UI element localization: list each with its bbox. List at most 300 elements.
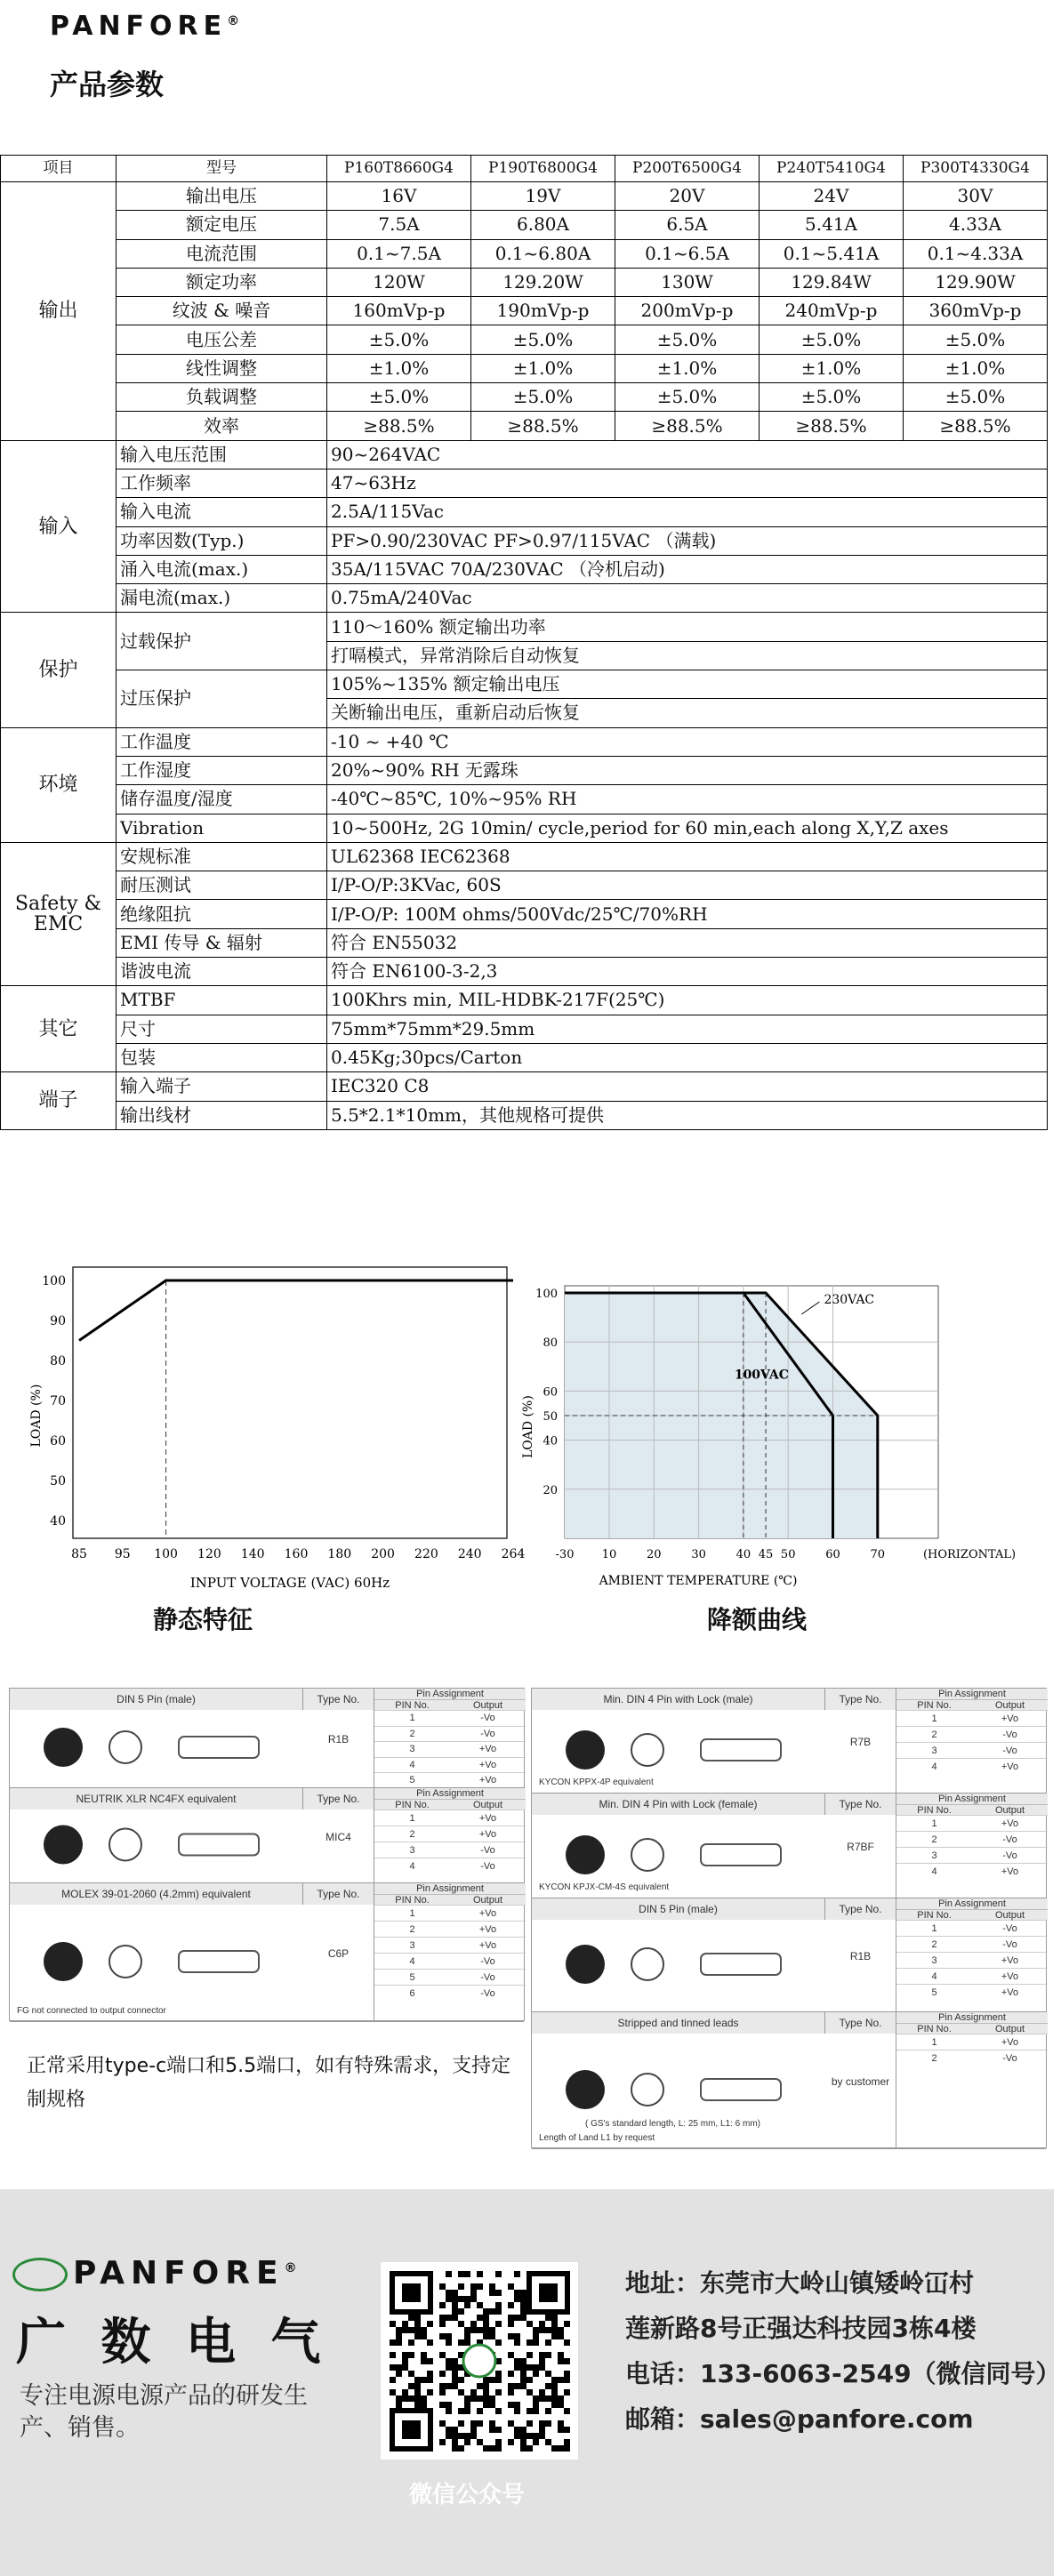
pin-cell: -Vo bbox=[480, 1972, 495, 1983]
pin-row bbox=[896, 1710, 1048, 1726]
pin-cell: 1 bbox=[931, 1818, 937, 1829]
qr-cell bbox=[533, 2364, 539, 2371]
qr-cell bbox=[408, 2352, 414, 2358]
pin-row bbox=[896, 1815, 1048, 1831]
pin-cell: 1 bbox=[409, 1813, 415, 1824]
qr-cell bbox=[545, 2371, 551, 2377]
qr-cell bbox=[439, 2402, 446, 2408]
qr-cell bbox=[458, 2445, 464, 2452]
pin-assignment-header: Pin Assignment bbox=[896, 1794, 1048, 1804]
connector-plug-icon bbox=[28, 1919, 285, 2004]
type-no-header: Type No. bbox=[825, 1898, 896, 1920]
pin-cell: +Vo bbox=[478, 1908, 497, 1919]
value-cell: -10 ~ +40 ℃ bbox=[327, 727, 1048, 756]
qr-cell bbox=[539, 2420, 545, 2427]
chart1-caption: 静态特征 bbox=[153, 1605, 253, 1634]
value-cell: ±5.0% bbox=[471, 383, 615, 412]
qr-cell bbox=[514, 2433, 520, 2439]
qr-cell bbox=[508, 2333, 514, 2339]
qr-cell bbox=[439, 2283, 446, 2290]
chart1-frame bbox=[73, 1267, 507, 1538]
qr-cell bbox=[533, 2333, 539, 2339]
qr-cell bbox=[526, 2433, 533, 2439]
pin-cell: 4 bbox=[931, 1866, 937, 1877]
qr-cell bbox=[483, 2333, 489, 2339]
value-cell: 130W bbox=[615, 268, 760, 296]
qr-cell bbox=[427, 2371, 433, 2377]
qr-cell bbox=[533, 2439, 539, 2445]
qr-cell bbox=[408, 2395, 414, 2402]
y-tick-label: 60 bbox=[50, 1434, 66, 1448]
qr-cell bbox=[539, 2327, 545, 2333]
qr-cell bbox=[514, 2364, 520, 2371]
pin-cell: 1 bbox=[931, 1923, 937, 1934]
qr-cell bbox=[458, 2321, 464, 2327]
pin-row bbox=[374, 1741, 526, 1757]
pin-row bbox=[374, 1858, 526, 1874]
qr-cell bbox=[551, 2327, 558, 2333]
qr-cell bbox=[470, 2327, 477, 2333]
qr-cell bbox=[551, 2315, 558, 2321]
pin-cell: 3 bbox=[409, 1845, 415, 1856]
qr-cell bbox=[514, 2339, 520, 2346]
pin-cell: 3 bbox=[931, 1850, 937, 1861]
header-cell: 项目 bbox=[1, 156, 117, 182]
y-tick-label: 80 bbox=[50, 1354, 66, 1368]
pin-cell: +Vo bbox=[1001, 1866, 1019, 1877]
leader bbox=[801, 1302, 819, 1314]
pin-row bbox=[896, 1984, 1048, 2000]
qr-cell bbox=[446, 2358, 452, 2364]
qr-cell bbox=[564, 2439, 570, 2445]
pin-col-header: Output bbox=[994, 2024, 1025, 2034]
qr-cell bbox=[520, 2383, 526, 2389]
connector-table-right bbox=[531, 1688, 1047, 2148]
pin-cell: -Vo bbox=[1002, 1923, 1017, 1934]
pin-cell: 2 bbox=[409, 1924, 415, 1935]
type-no-header: Type No. bbox=[825, 1689, 896, 1710]
qr-cell bbox=[452, 2296, 458, 2302]
x-tick-label: 50 bbox=[780, 1548, 796, 1561]
value-cell: 10~500Hz, 2G 10min/ cycle,period for 60 min,each along X,Y,Z axes bbox=[327, 814, 1048, 842]
table-header-row bbox=[1, 156, 1048, 182]
qr-cell bbox=[514, 2427, 520, 2433]
qr-cell bbox=[495, 2439, 502, 2445]
pin-cell: +Vo bbox=[1001, 1955, 1019, 1966]
qr-cell bbox=[390, 2377, 396, 2383]
pin-cell: +Vo bbox=[1001, 1818, 1019, 1829]
row-label: 线性调整 bbox=[117, 354, 327, 382]
qr-cell bbox=[470, 2290, 477, 2296]
pin-row bbox=[896, 2034, 1048, 2050]
row-label: 额定电压 bbox=[117, 211, 327, 239]
qr-cell bbox=[477, 2283, 483, 2290]
pin-cell: 4 bbox=[931, 1971, 937, 1982]
qr-cell bbox=[539, 2321, 545, 2327]
x-tick-label: 60 bbox=[825, 1548, 840, 1561]
pin-row bbox=[896, 1742, 1048, 1758]
pin-cell: 5 bbox=[409, 1775, 415, 1786]
qr-cell bbox=[458, 2283, 464, 2290]
qr-cell bbox=[439, 2389, 446, 2395]
qr-cell bbox=[452, 2308, 458, 2315]
qr-cell bbox=[464, 2439, 470, 2445]
value-cell: 120W bbox=[327, 268, 471, 296]
qr-cell bbox=[564, 2445, 570, 2452]
qr-cell bbox=[458, 2339, 464, 2346]
qr-cell bbox=[439, 2302, 446, 2308]
series-label: 100VAC bbox=[734, 1368, 789, 1383]
table-row bbox=[1, 1043, 1048, 1071]
static-chart bbox=[18, 1245, 526, 1601]
row-label: 输出电压 bbox=[117, 182, 327, 211]
value-cell: ±5.0% bbox=[760, 383, 904, 412]
qr-cell bbox=[458, 2408, 464, 2414]
qr-cell bbox=[483, 2383, 489, 2389]
qr-cell bbox=[414, 2327, 421, 2333]
value-cell: ±5.0% bbox=[327, 325, 471, 354]
qr-cell bbox=[520, 2439, 526, 2445]
qr-cell bbox=[545, 2420, 551, 2427]
qr-cell bbox=[396, 2402, 402, 2408]
connector-note: FG not connected to output connector bbox=[17, 2006, 166, 2016]
qr-cell bbox=[427, 2339, 433, 2346]
pin-cell: +Vo bbox=[1001, 1987, 1019, 1998]
pin-cell: -Vo bbox=[1002, 1745, 1017, 1756]
qr-cell bbox=[514, 2333, 520, 2339]
table-row bbox=[1, 469, 1048, 497]
value-cell: 符合 EN6100-3-2,3 bbox=[327, 958, 1048, 986]
qr-cell bbox=[477, 2271, 483, 2277]
pin-cell: 3 bbox=[931, 1955, 937, 1966]
value-cell: 4.33A bbox=[904, 211, 1048, 239]
qr-cell bbox=[533, 2408, 539, 2414]
qr-cell bbox=[390, 2339, 396, 2346]
qr-cell bbox=[414, 2321, 421, 2327]
qr-cell bbox=[414, 2395, 421, 2402]
connector-block bbox=[532, 1794, 1046, 1898]
qr-code-icon bbox=[381, 2262, 578, 2460]
y-tick-label: 90 bbox=[50, 1314, 66, 1328]
value-cell: 16V bbox=[327, 182, 471, 211]
qr-cell bbox=[477, 2439, 483, 2445]
qr-cell bbox=[483, 2377, 489, 2383]
y-tick-label: 20 bbox=[543, 1483, 558, 1497]
qr-cell bbox=[439, 2420, 446, 2427]
qr-cell bbox=[489, 2402, 495, 2408]
x-axis-label: INPUT VOLTAGE (VAC) 60Hz bbox=[189, 1575, 390, 1591]
x-tick-label: 10 bbox=[601, 1548, 617, 1561]
pin-col-header: Output bbox=[994, 1910, 1025, 1921]
group-label: 输入 bbox=[1, 440, 117, 613]
qr-cell bbox=[390, 2364, 396, 2371]
pin-cell: -Vo bbox=[480, 1713, 495, 1723]
custom-note: 正常采用type-c端口和5.5端口，如有特殊需求，支持定制规格 bbox=[27, 2055, 511, 2111]
connector-title: MOLEX 39-01-2060 (4.2mm) equivalent bbox=[10, 1883, 303, 1905]
qr-cell bbox=[446, 2364, 452, 2371]
qr-cell bbox=[526, 2420, 533, 2427]
qr-cell bbox=[402, 2321, 408, 2327]
value-cell: ±1.0% bbox=[615, 354, 760, 382]
pin-cell: 3 bbox=[409, 1940, 415, 1951]
pin-cell: +Vo bbox=[1001, 2037, 1019, 2048]
x-tick-label: 70 bbox=[870, 1548, 886, 1561]
qr-cell bbox=[452, 2364, 458, 2371]
value-cell: 0.1~6.80A bbox=[471, 239, 615, 268]
qr-cell bbox=[514, 2408, 520, 2414]
value-cell: 符合 EN55032 bbox=[327, 928, 1048, 957]
pin-cell: 1 bbox=[409, 1908, 415, 1919]
pin-cell: +Vo bbox=[478, 1775, 497, 1786]
type-no-value: R1B bbox=[849, 1950, 872, 1962]
table-row bbox=[1, 842, 1048, 871]
qr-cell bbox=[508, 2283, 514, 2290]
row-label: 包装 bbox=[117, 1043, 327, 1071]
qr-cell bbox=[483, 2321, 489, 2327]
table-row bbox=[1, 498, 1048, 526]
connector-block bbox=[532, 2012, 1046, 2149]
qr-cell bbox=[396, 2371, 402, 2377]
pin-col-header: Output bbox=[472, 1800, 503, 1810]
table-row bbox=[1, 958, 1048, 986]
pin-cell: -Vo bbox=[480, 1728, 495, 1739]
pin-row bbox=[374, 1810, 526, 1826]
pin-cell: 2 bbox=[409, 1728, 415, 1739]
pin-row bbox=[896, 1726, 1048, 1742]
qr-cell bbox=[564, 2427, 570, 2433]
qr-cell bbox=[414, 2333, 421, 2339]
row-label: 负载调整 bbox=[117, 383, 327, 412]
qr-cell bbox=[564, 2389, 570, 2395]
x-tick-label: 240 bbox=[457, 1547, 482, 1561]
pin-col-header: Output bbox=[994, 1700, 1025, 1711]
qr-cell bbox=[551, 2402, 558, 2408]
qr-cell bbox=[489, 2308, 495, 2315]
qr-cell bbox=[427, 2358, 433, 2364]
value-cell: 160mVp-p bbox=[327, 297, 471, 325]
pin-row bbox=[374, 1937, 526, 1953]
value-cell: ±5.0% bbox=[615, 325, 760, 354]
qr-cell bbox=[396, 2327, 402, 2333]
qr-cell bbox=[520, 2290, 526, 2296]
connector-plug-icon bbox=[28, 1724, 285, 1770]
table-row bbox=[1, 928, 1048, 957]
qr-cell bbox=[539, 2364, 545, 2371]
connector-block bbox=[532, 1898, 1046, 2012]
qr-cell bbox=[489, 2445, 495, 2452]
table-row bbox=[1, 1015, 1048, 1043]
value-cell: ±5.0% bbox=[904, 383, 1048, 412]
qr-cell bbox=[514, 2296, 520, 2302]
qr-cell bbox=[495, 2371, 502, 2377]
qr-cell bbox=[458, 2377, 464, 2383]
pin-cell: 5 bbox=[409, 1972, 415, 1983]
pin-row bbox=[896, 1968, 1048, 1984]
pin-cell: 3 bbox=[931, 1745, 937, 1756]
pin-row bbox=[374, 1826, 526, 1842]
pin-cell: +Vo bbox=[478, 1924, 497, 1935]
qr-cell bbox=[489, 2290, 495, 2296]
qr-cell bbox=[470, 2427, 477, 2433]
table-row bbox=[1, 1072, 1048, 1101]
y-tick-label: 50 bbox=[50, 1474, 66, 1489]
row-label: 漏电流(max.) bbox=[117, 584, 327, 613]
pin-cell: -Vo bbox=[1002, 1850, 1017, 1861]
group-label: 其它 bbox=[1, 986, 117, 1072]
qr-cell bbox=[508, 2321, 514, 2327]
qr-cell bbox=[439, 2383, 446, 2389]
qr-cell bbox=[545, 2408, 551, 2414]
pin-row bbox=[896, 1952, 1048, 1968]
qr-cell bbox=[464, 2333, 470, 2339]
value-cell: 47~63Hz bbox=[327, 469, 1048, 497]
footer-phone: 电话：133-6063-2549（微信同号） bbox=[625, 2359, 1061, 2388]
table-row bbox=[1, 526, 1048, 555]
qr-cell bbox=[495, 2408, 502, 2414]
value-cell: 0.1~7.5A bbox=[327, 239, 471, 268]
connector-block bbox=[532, 1689, 1046, 1794]
qr-cell bbox=[508, 2315, 514, 2321]
qr-cell bbox=[464, 2296, 470, 2302]
qr-cell bbox=[458, 2296, 464, 2302]
qr-cell bbox=[396, 2364, 402, 2371]
pin-col-header: PIN No. bbox=[395, 1700, 430, 1711]
qr-cell bbox=[446, 2290, 452, 2296]
row-label: 储存温度/湿度 bbox=[117, 785, 327, 814]
qr-cell bbox=[495, 2445, 502, 2452]
connector-note: ( GS's standard length, L: 25 mm, L1: 6 mm) bbox=[585, 2119, 760, 2129]
value-cell: 100Khrs min, MIL-HDBK-217F(25℃) bbox=[327, 986, 1048, 1015]
qr-cell bbox=[414, 2377, 421, 2383]
qr-cell bbox=[414, 2402, 421, 2408]
page-title: 产品参数 bbox=[50, 68, 165, 101]
qr-cell bbox=[439, 2333, 446, 2339]
qr-cell bbox=[421, 2333, 427, 2339]
value-cell: 240mVp-p bbox=[760, 297, 904, 325]
qr-cell bbox=[477, 2420, 483, 2427]
pin-row bbox=[374, 1985, 526, 2001]
y-axis-label: LOAD (%) bbox=[521, 1395, 535, 1458]
qr-cell bbox=[558, 2395, 564, 2402]
connector-plug-icon bbox=[28, 1824, 285, 1866]
pin-cell: 4 bbox=[931, 1761, 937, 1772]
qr-cell bbox=[508, 2389, 514, 2395]
pin-col-header: PIN No. bbox=[917, 1700, 952, 1711]
qr-cell bbox=[470, 2321, 477, 2327]
value-cell: 5.5*2.1*10mm，其他规格可提供 bbox=[327, 1101, 1048, 1129]
qr-cell bbox=[545, 2327, 551, 2333]
qr-cell bbox=[452, 2315, 458, 2321]
qr-cell bbox=[446, 2408, 452, 2414]
pin-cell: 2 bbox=[931, 2053, 937, 2064]
qr-cell bbox=[427, 2321, 433, 2327]
table-row bbox=[1, 727, 1048, 756]
footer-slogan: 专注电源电源产品的研发生产、销售。 bbox=[20, 2382, 308, 2442]
value-cell: 90~264VAC bbox=[327, 440, 1048, 469]
qr-cell bbox=[545, 2383, 551, 2389]
qr-cell bbox=[414, 2389, 421, 2395]
qr-cell bbox=[446, 2402, 452, 2408]
row-label: 涌入电流(max.) bbox=[117, 555, 327, 583]
value-cell: 5.41A bbox=[760, 211, 904, 239]
qr-cell bbox=[408, 2327, 414, 2333]
qr-cell bbox=[477, 2408, 483, 2414]
value-cell: 24V bbox=[760, 182, 904, 211]
pin-col-header: Output bbox=[472, 1700, 503, 1711]
qr-cell bbox=[508, 2302, 514, 2308]
qr-cell bbox=[489, 2333, 495, 2339]
qr-cell bbox=[526, 2321, 533, 2327]
qr-cell bbox=[551, 2445, 558, 2452]
qr-cell bbox=[452, 2302, 458, 2308]
pin-row bbox=[374, 1953, 526, 1969]
qr-cell bbox=[427, 2377, 433, 2383]
row-label: 耐压测试 bbox=[117, 871, 327, 900]
pin-cell: 2 bbox=[931, 1834, 937, 1845]
qr-cell bbox=[514, 2358, 520, 2364]
gs-logo-icon bbox=[12, 2258, 68, 2291]
table-row bbox=[1, 412, 1048, 440]
pin-cell: 2 bbox=[931, 1729, 937, 1740]
qr-cell bbox=[489, 2283, 495, 2290]
qr-cell bbox=[520, 2358, 526, 2364]
qr-cell bbox=[558, 2333, 564, 2339]
y-tick-label: 80 bbox=[543, 1336, 558, 1351]
pin-row bbox=[374, 1726, 526, 1742]
qr-cell bbox=[520, 2315, 526, 2321]
qr-cell bbox=[514, 2402, 520, 2408]
value-cell: 0.1~6.5A bbox=[615, 239, 760, 268]
qr-cell bbox=[551, 2333, 558, 2339]
pin-cell: +Vo bbox=[478, 1744, 497, 1755]
pin-col-header: PIN No. bbox=[395, 1800, 430, 1810]
qr-cell bbox=[483, 2327, 489, 2333]
type-no-value: by customer bbox=[831, 2075, 890, 2088]
qr-cell bbox=[427, 2389, 433, 2395]
x-tick-label: 40 bbox=[735, 1548, 752, 1561]
row-label: 过压保护 bbox=[117, 670, 327, 728]
footer-address-2: 莲新路8号正强达科技园3栋4楼 bbox=[625, 2314, 977, 2343]
qr-cell bbox=[564, 2339, 570, 2346]
connector-plug-icon bbox=[550, 1934, 808, 1994]
qr-cell bbox=[452, 2433, 458, 2439]
pin-assignment-header: Pin Assignment bbox=[374, 1883, 526, 1894]
qr-cell bbox=[452, 2427, 458, 2433]
qr-cell bbox=[514, 2271, 520, 2277]
pin-cell: 2 bbox=[931, 1939, 937, 1950]
qr-cell bbox=[495, 2308, 502, 2315]
qr-cell bbox=[495, 2302, 502, 2308]
connector-note: KYCON KPJX-CM-4S equivalent bbox=[539, 1882, 670, 1892]
qr-finder bbox=[539, 2283, 558, 2302]
qr-cell bbox=[452, 2383, 458, 2389]
qr-cell bbox=[520, 2296, 526, 2302]
value-cell: 20%~90% RH 无露珠 bbox=[327, 756, 1048, 784]
qr-cell bbox=[483, 2308, 489, 2315]
qr-cell bbox=[458, 2308, 464, 2315]
value-cell: ±5.0% bbox=[471, 325, 615, 354]
connector-block bbox=[10, 1883, 524, 2022]
y-tick-label: 40 bbox=[543, 1434, 558, 1448]
pin-col-header: Output bbox=[472, 1895, 503, 1906]
row-label: 输入电流 bbox=[117, 498, 327, 526]
value-cell: 0.1~4.33A bbox=[904, 239, 1048, 268]
table-row bbox=[1, 670, 1048, 699]
row-label: 效率 bbox=[117, 412, 327, 440]
qr-cell bbox=[470, 2420, 477, 2427]
footer bbox=[0, 2189, 1061, 2576]
qr-cell bbox=[464, 2395, 470, 2402]
